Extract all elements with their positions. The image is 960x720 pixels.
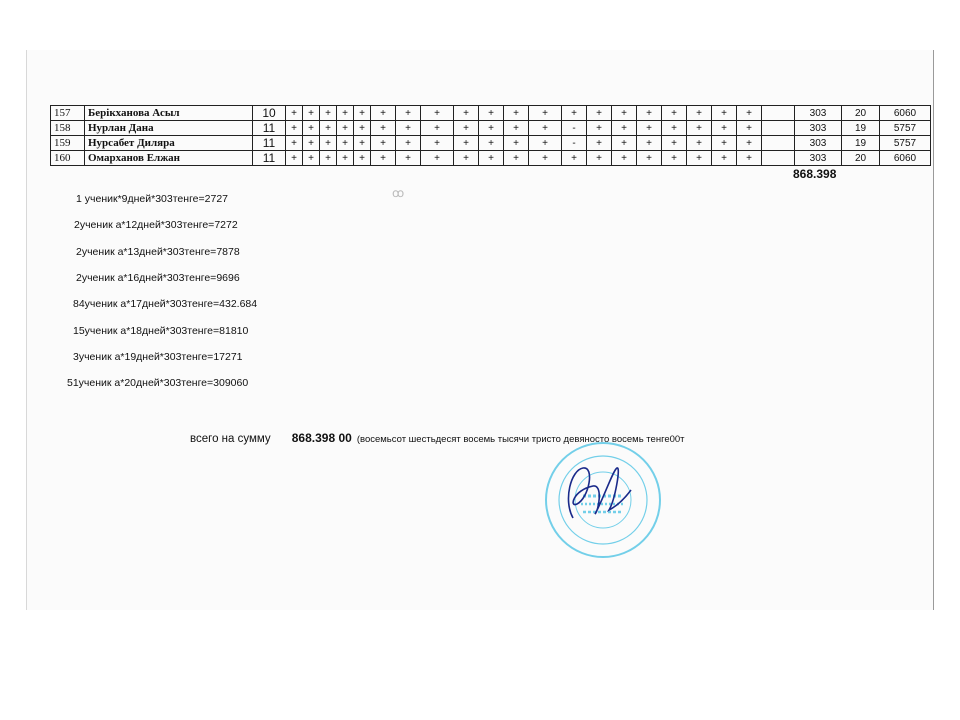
attendance-mark: + [354,106,371,121]
attendance-mark: + [637,136,662,151]
attendance-mark: + [504,106,529,121]
price-cell: 303 [795,106,842,121]
attendance-mark: + [303,136,320,151]
grade-cell: 11 [253,151,286,166]
attendance-mark: + [371,106,396,121]
table-row [51,121,931,136]
calculation-line: 2ученик а*13дней*303тенге=7878 [76,245,240,258]
attendance-mark: + [504,151,529,166]
attendance-mark: + [612,136,637,151]
attendance-mark: + [337,106,354,121]
days-cell: 20 [842,106,880,121]
calculation-line: 1 ученик*9дней*303тенге=2727 [76,193,228,205]
student-name: Омарханов Елжан [85,151,253,166]
attendance-mark: + [612,151,637,166]
attendance-mark: + [479,106,504,121]
attendance-mark: + [320,121,337,136]
attendance-mark: - [562,121,587,136]
grade-cell: 10 [253,106,286,121]
attendance-mark: + [637,121,662,136]
attendance-mark: + [562,106,587,121]
calculation-line: 3ученик а*19дней*303тенге=17271 [73,350,243,363]
student-name: Нурлан Дана [85,121,253,136]
attendance-mark: + [454,121,479,136]
signature [568,468,631,518]
summary-amount: 868.398 00 [291,431,352,445]
attendance-mark: + [396,151,421,166]
sum-cell: 5757 [880,121,931,136]
attendance-mark: + [587,106,612,121]
attendance-mark: + [662,136,687,151]
calculation-line: 84ученик а*17дней*303тенге=432.684 [73,298,258,311]
attendance-mark: + [687,136,712,151]
table-row [51,106,931,121]
grade-cell: 11 [253,121,286,136]
calculation-line: 2ученик а*12дней*303тенге=7272 [74,219,238,232]
attendance-mark [762,136,795,151]
attendance-mark: + [337,151,354,166]
attendance-mark: + [737,121,762,136]
official-stamp [543,440,663,560]
attendance-mark: - [562,136,587,151]
attendance-mark: + [454,151,479,166]
pencil-mark: ꝏ [392,186,405,200]
attendance-mark: + [479,121,504,136]
attendance-mark: + [637,106,662,121]
row-number: 159 [51,136,85,151]
attendance-mark: + [712,106,737,121]
table-total: 868.398 [793,167,837,181]
attendance-mark: + [337,121,354,136]
attendance-mark: + [454,106,479,121]
attendance-mark: + [712,121,737,136]
attendance-mark: + [562,151,587,166]
attendance-mark: + [737,106,762,121]
attendance-mark: + [371,151,396,166]
attendance-mark: + [286,151,303,166]
attendance-mark: + [396,106,421,121]
attendance-mark: + [504,136,529,151]
sum-cell: 6060 [880,106,931,121]
attendance-mark: + [354,151,371,166]
attendance-mark: + [712,151,737,166]
attendance-mark: + [320,136,337,151]
calculation-line: 15ученик а*18дней*303тенге=81810 [73,324,249,337]
sum-cell: 5757 [880,136,931,151]
days-cell: 19 [842,121,880,136]
days-cell: 19 [842,136,880,151]
days-cell: 20 [842,151,880,166]
calculation-line: 2ученик а*16дней*303тенге=9696 [76,271,240,284]
attendance-mark: + [479,136,504,151]
sum-cell: 6060 [880,151,931,166]
attendance-mark: + [662,106,687,121]
row-number: 157 [51,106,85,121]
attendance-mark: + [303,121,320,136]
summary-amount-in-words: (восемьсот шестьдесят восемь тысячи тристо девяносто восемь тенге00т [356,434,685,445]
attendance-mark: + [529,151,562,166]
attendance-mark: + [371,136,396,151]
attendance-mark [762,121,795,136]
attendance-mark: + [662,151,687,166]
attendance-mark: + [421,136,454,151]
attendance-mark: + [421,151,454,166]
price-cell: 303 [795,151,842,166]
attendance-mark: + [687,106,712,121]
attendance-mark: + [454,136,479,151]
row-number: 158 [51,121,85,136]
attendance-mark: + [371,121,396,136]
attendance-mark: + [687,121,712,136]
attendance-mark: + [737,151,762,166]
attendance-mark: + [421,106,454,121]
attendance-mark: + [612,106,637,121]
attendance-mark [762,106,795,121]
attendance-mark: + [396,121,421,136]
student-name: Нурсабет Диляра [85,136,253,151]
summary-label: всего на сумму [190,433,271,445]
price-cell: 303 [795,136,842,151]
attendance-mark: + [737,136,762,151]
attendance-mark: + [587,121,612,136]
grade-cell: 11 [253,136,286,151]
attendance-mark: + [354,136,371,151]
attendance-mark: + [479,151,504,166]
attendance-mark: + [529,106,562,121]
attendance-mark: + [354,121,371,136]
attendance-mark: + [320,106,337,121]
attendance-mark: + [421,121,454,136]
attendance-mark: + [320,151,337,166]
table-row [51,136,931,151]
attendance-mark: + [687,151,712,166]
price-cell: 303 [795,121,842,136]
attendance-mark: + [504,121,529,136]
attendance-table [50,105,931,166]
attendance-mark: + [712,136,737,151]
attendance-mark: + [612,121,637,136]
attendance-mark: + [587,151,612,166]
attendance-mark: + [529,121,562,136]
attendance-mark: + [396,136,421,151]
calculation-line: 51ученик а*20дней*303тенге=309060 [67,377,249,390]
student-name: Берікханова Асыл [85,106,253,121]
attendance-mark: + [637,151,662,166]
attendance-mark: + [337,136,354,151]
attendance-mark: + [529,136,562,151]
attendance-mark [762,151,795,166]
attendance-mark: + [303,106,320,121]
attendance-mark: + [286,106,303,121]
row-number: 160 [51,151,85,166]
table-row [51,151,931,166]
attendance-mark: + [662,121,687,136]
attendance-mark: + [587,136,612,151]
attendance-mark: + [286,136,303,151]
attendance-mark: + [286,121,303,136]
attendance-mark: + [303,151,320,166]
